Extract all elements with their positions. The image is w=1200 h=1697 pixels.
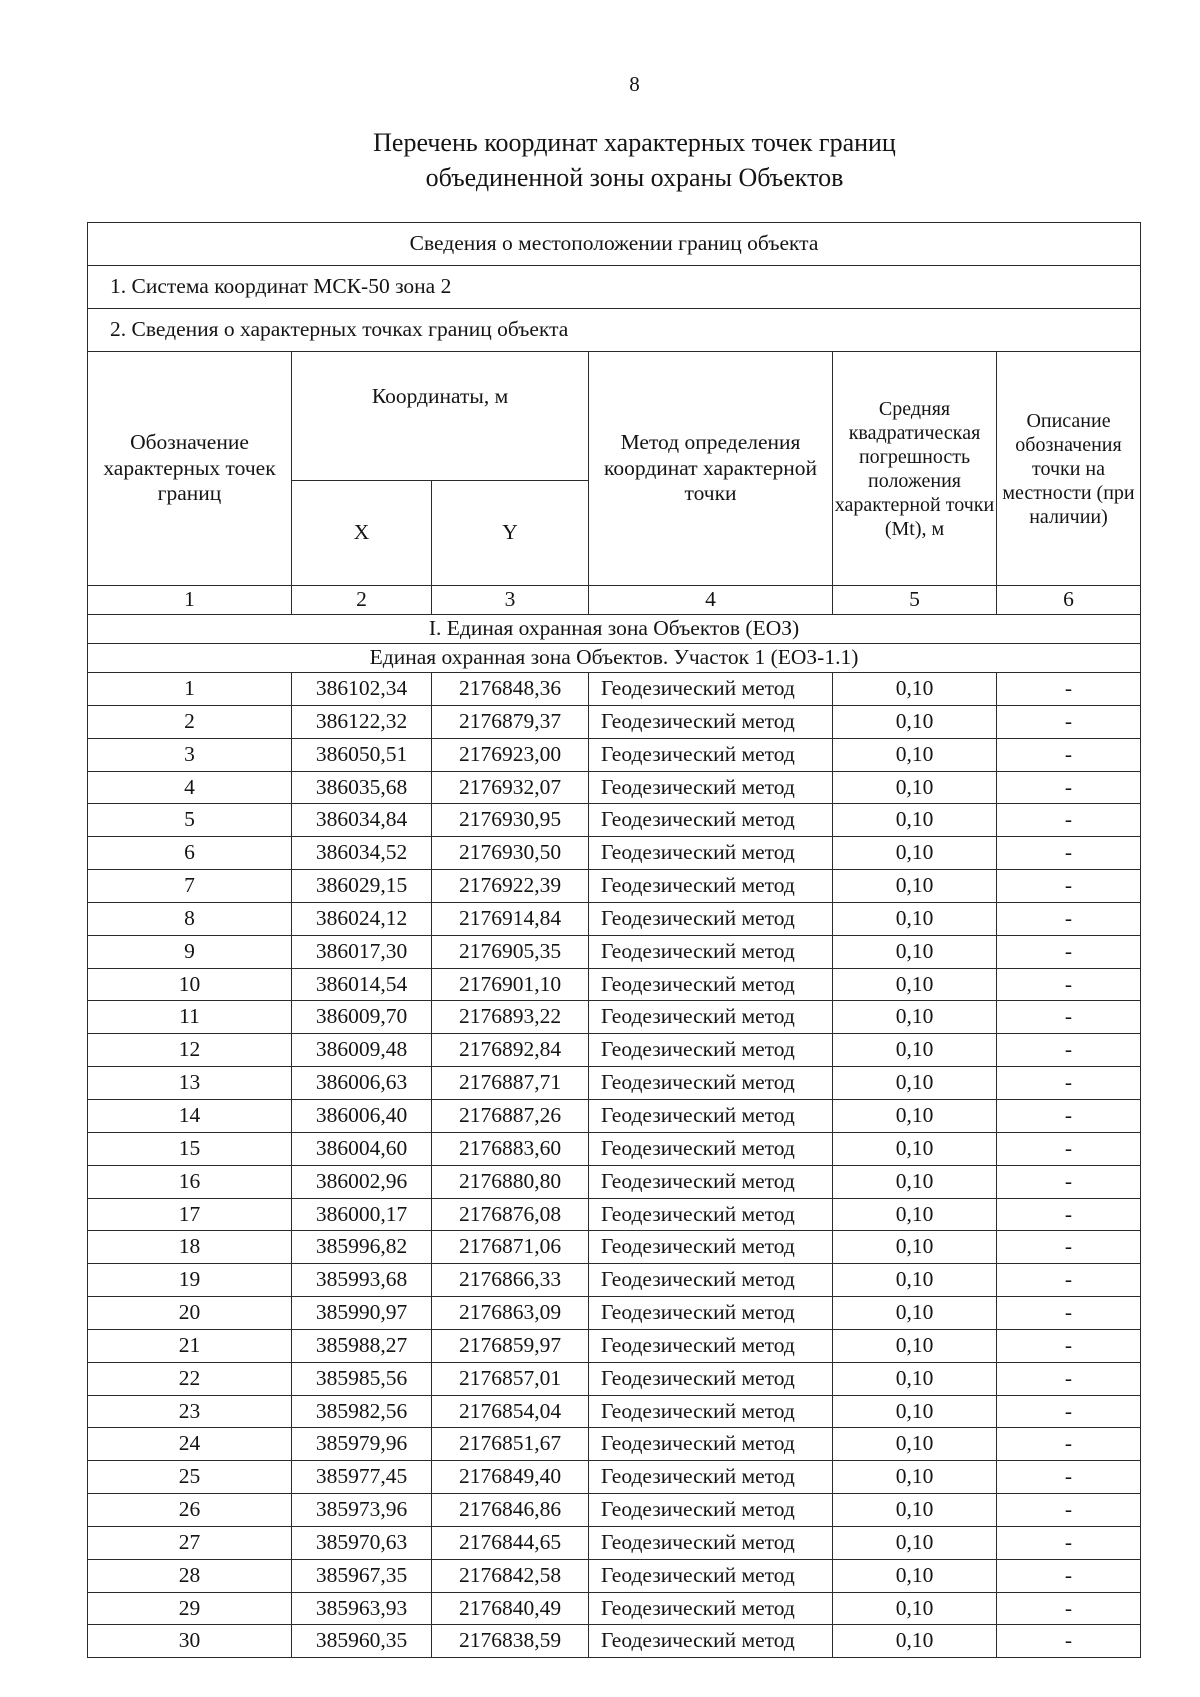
- x-coordinate-cell: 385977,45: [292, 1461, 432, 1494]
- x-coordinate-cell: 385973,96: [292, 1494, 432, 1527]
- x-coordinate-cell: 386002,96: [292, 1165, 432, 1198]
- table-row: [88, 1526, 1141, 1559]
- table-row: [88, 1592, 1141, 1625]
- table-row: [88, 902, 1141, 935]
- point-number-cell: 19: [88, 1264, 292, 1297]
- method-cell: Геодезический метод: [589, 1428, 833, 1461]
- error-cell: 0,10: [833, 1067, 997, 1100]
- table-row: [88, 837, 1141, 870]
- y-coordinate-cell: 2176854,04: [432, 1395, 589, 1428]
- method-cell: Геодезический метод: [589, 804, 833, 837]
- y-coordinate-cell: 2176922,39: [432, 870, 589, 903]
- x-coordinate-cell: 386004,60: [292, 1132, 432, 1165]
- x-coordinate-cell: 386050,51: [292, 738, 432, 771]
- point-number-cell: 1: [88, 673, 292, 706]
- header-y: Y: [432, 481, 589, 586]
- x-coordinate-cell: 385960,35: [292, 1625, 432, 1658]
- method-cell: Геодезический метод: [589, 1494, 833, 1527]
- point-number-cell: 24: [88, 1428, 292, 1461]
- x-coordinate-cell: 386014,54: [292, 968, 432, 1001]
- table-caption: Сведения о местоположении границ объекта: [88, 223, 1141, 266]
- error-cell: 0,10: [833, 673, 997, 706]
- error-cell: 0,10: [833, 1526, 997, 1559]
- document-title-line-2: объединенной зоны охраны Объектов: [425, 163, 844, 192]
- table-row: [88, 1198, 1141, 1231]
- y-coordinate-cell: 2176901,10: [432, 968, 589, 1001]
- y-coordinate-cell: 2176914,84: [432, 902, 589, 935]
- description-cell: -: [997, 1067, 1141, 1100]
- table-row: [88, 705, 1141, 738]
- page-number: 8: [629, 72, 640, 96]
- y-coordinate-cell: 2176930,50: [432, 837, 589, 870]
- table-row: [88, 1034, 1141, 1067]
- y-coordinate-cell: 2176930,95: [432, 804, 589, 837]
- description-cell: -: [997, 1329, 1141, 1362]
- point-number-cell: 8: [88, 902, 292, 935]
- point-number-cell: 28: [88, 1559, 292, 1592]
- header-method: Метод определения координат характерной точки: [589, 352, 833, 586]
- y-coordinate-cell: 2176871,06: [432, 1231, 589, 1264]
- error-cell: 0,10: [833, 1428, 997, 1461]
- point-number-cell: 30: [88, 1625, 292, 1658]
- x-coordinate-cell: 385996,82: [292, 1231, 432, 1264]
- point-number-cell: 25: [88, 1461, 292, 1494]
- point-number-cell: 4: [88, 771, 292, 804]
- method-cell: Геодезический метод: [589, 1329, 833, 1362]
- coordinates-table: [87, 222, 1141, 1658]
- x-coordinate-cell: 386024,12: [292, 902, 432, 935]
- point-number-cell: 23: [88, 1395, 292, 1428]
- description-cell: -: [997, 705, 1141, 738]
- method-cell: Геодезический метод: [589, 1067, 833, 1100]
- y-coordinate-cell: 2176880,80: [432, 1165, 589, 1198]
- point-number-cell: 2: [88, 705, 292, 738]
- method-cell: Геодезический метод: [589, 1559, 833, 1592]
- x-coordinate-cell: 385979,96: [292, 1428, 432, 1461]
- description-cell: -: [997, 1034, 1141, 1067]
- column-number: 2: [292, 586, 432, 615]
- method-cell: Геодезический метод: [589, 738, 833, 771]
- coord-system-row: 1. Система координат МСК-50 зона 2: [88, 266, 1141, 309]
- x-coordinate-cell: 386122,32: [292, 705, 432, 738]
- error-cell: 0,10: [833, 1395, 997, 1428]
- error-cell: 0,10: [833, 1099, 997, 1132]
- table-row: [88, 1001, 1141, 1034]
- error-cell: 0,10: [833, 1132, 997, 1165]
- description-cell: -: [997, 870, 1141, 903]
- table-row: [88, 1165, 1141, 1198]
- method-cell: Геодезический метод: [589, 968, 833, 1001]
- y-coordinate-cell: 2176857,01: [432, 1362, 589, 1395]
- error-cell: 0,10: [833, 705, 997, 738]
- document-title: [0, 125, 1200, 195]
- y-coordinate-cell: 2176883,60: [432, 1132, 589, 1165]
- method-cell: Геодезический метод: [589, 1231, 833, 1264]
- x-coordinate-cell: 386006,40: [292, 1099, 432, 1132]
- description-cell: -: [997, 968, 1141, 1001]
- description-cell: -: [997, 1526, 1141, 1559]
- error-cell: 0,10: [833, 804, 997, 837]
- description-cell: -: [997, 804, 1141, 837]
- point-number-cell: 13: [88, 1067, 292, 1100]
- description-cell: -: [997, 1264, 1141, 1297]
- y-coordinate-cell: 2176892,84: [432, 1034, 589, 1067]
- method-cell: Геодезический метод: [589, 1034, 833, 1067]
- table-row: [88, 771, 1141, 804]
- point-number-cell: 16: [88, 1165, 292, 1198]
- x-coordinate-cell: 385963,93: [292, 1592, 432, 1625]
- point-number-cell: 26: [88, 1494, 292, 1527]
- description-cell: -: [997, 902, 1141, 935]
- table-row: [88, 1231, 1141, 1264]
- table-row: [88, 673, 1141, 706]
- x-coordinate-cell: 385988,27: [292, 1329, 432, 1362]
- point-number-cell: 22: [88, 1362, 292, 1395]
- x-coordinate-cell: 386102,34: [292, 673, 432, 706]
- table-row: [88, 1067, 1141, 1100]
- method-cell: Геодезический метод: [589, 1592, 833, 1625]
- point-number-cell: 20: [88, 1297, 292, 1330]
- description-cell: -: [997, 1395, 1141, 1428]
- point-number-cell: 17: [88, 1198, 292, 1231]
- point-number-cell: 10: [88, 968, 292, 1001]
- method-cell: Геодезический метод: [589, 837, 833, 870]
- table-row: [88, 870, 1141, 903]
- y-coordinate-cell: 2176887,26: [432, 1099, 589, 1132]
- point-number-cell: 14: [88, 1099, 292, 1132]
- x-coordinate-cell: 386009,70: [292, 1001, 432, 1034]
- error-cell: 0,10: [833, 1264, 997, 1297]
- y-coordinate-cell: 2176893,22: [432, 1001, 589, 1034]
- description-cell: -: [997, 935, 1141, 968]
- description-cell: -: [997, 1494, 1141, 1527]
- x-coordinate-cell: 386017,30: [292, 935, 432, 968]
- x-coordinate-cell: 385993,68: [292, 1264, 432, 1297]
- table-row: [88, 1362, 1141, 1395]
- y-coordinate-cell: 2176923,00: [432, 738, 589, 771]
- method-cell: Геодезический метод: [589, 935, 833, 968]
- error-cell: 0,10: [833, 870, 997, 903]
- header-error: Средняя квадратическая погрешность положения характерной точки (Mt), м: [833, 352, 997, 586]
- error-cell: 0,10: [833, 1592, 997, 1625]
- point-number-cell: 5: [88, 804, 292, 837]
- column-number: 1: [88, 586, 292, 615]
- error-cell: 0,10: [833, 837, 997, 870]
- point-number-cell: 18: [88, 1231, 292, 1264]
- x-coordinate-cell: 386029,15: [292, 870, 432, 903]
- error-cell: 0,10: [833, 902, 997, 935]
- method-cell: Геодезический метод: [589, 1297, 833, 1330]
- subsection-title: Единая охранная зона Объектов. Участок 1 (ЕОЗ-1.1): [88, 644, 1141, 673]
- error-cell: 0,10: [833, 1362, 997, 1395]
- point-number-cell: 9: [88, 935, 292, 968]
- error-cell: 0,10: [833, 1165, 997, 1198]
- column-number: 4: [589, 586, 833, 615]
- method-cell: Геодезический метод: [589, 1099, 833, 1132]
- y-coordinate-cell: 2176932,07: [432, 771, 589, 804]
- table-row: [88, 1494, 1141, 1527]
- header-coordinates: Координаты, м: [292, 352, 589, 481]
- table-row: [88, 738, 1141, 771]
- method-cell: Геодезический метод: [589, 1198, 833, 1231]
- error-cell: 0,10: [833, 1297, 997, 1330]
- y-coordinate-cell: 2176849,40: [432, 1461, 589, 1494]
- error-cell: 0,10: [833, 738, 997, 771]
- point-number-cell: 15: [88, 1132, 292, 1165]
- description-cell: -: [997, 1165, 1141, 1198]
- y-coordinate-cell: 2176851,67: [432, 1428, 589, 1461]
- method-cell: Геодезический метод: [589, 902, 833, 935]
- description-cell: -: [997, 1132, 1141, 1165]
- description-cell: -: [997, 1198, 1141, 1231]
- y-coordinate-cell: 2176905,35: [432, 935, 589, 968]
- table-row: [88, 804, 1141, 837]
- table-row: [88, 935, 1141, 968]
- method-cell: Геодезический метод: [589, 1526, 833, 1559]
- point-number-cell: 3: [88, 738, 292, 771]
- method-cell: Геодезический метод: [589, 1395, 833, 1428]
- description-cell: -: [997, 1001, 1141, 1034]
- y-coordinate-cell: 2176840,49: [432, 1592, 589, 1625]
- method-cell: Геодезический метод: [589, 1264, 833, 1297]
- y-coordinate-cell: 2176838,59: [432, 1625, 589, 1658]
- y-coordinate-cell: 2176876,08: [432, 1198, 589, 1231]
- y-coordinate-cell: 2176863,09: [432, 1297, 589, 1330]
- description-cell: -: [997, 1099, 1141, 1132]
- x-coordinate-cell: 385970,63: [292, 1526, 432, 1559]
- header-x: X: [292, 481, 432, 586]
- point-number-cell: 6: [88, 837, 292, 870]
- error-cell: 0,10: [833, 1329, 997, 1362]
- y-coordinate-cell: 2176842,58: [432, 1559, 589, 1592]
- method-cell: Геодезический метод: [589, 1625, 833, 1658]
- point-number-cell: 11: [88, 1001, 292, 1034]
- x-coordinate-cell: 385990,97: [292, 1297, 432, 1330]
- table-row: [88, 968, 1141, 1001]
- description-cell: -: [997, 1362, 1141, 1395]
- y-coordinate-cell: 2176859,97: [432, 1329, 589, 1362]
- column-number: 5: [833, 586, 997, 615]
- method-cell: Геодезический метод: [589, 1461, 833, 1494]
- table-row: [88, 1297, 1141, 1330]
- x-coordinate-cell: 385982,56: [292, 1395, 432, 1428]
- column-number: 3: [432, 586, 589, 615]
- table-row: [88, 1625, 1141, 1658]
- y-coordinate-cell: 2176879,37: [432, 705, 589, 738]
- method-cell: Геодезический метод: [589, 673, 833, 706]
- error-cell: 0,10: [833, 1625, 997, 1658]
- description-cell: -: [997, 673, 1141, 706]
- x-coordinate-cell: 386034,52: [292, 837, 432, 870]
- error-cell: 0,10: [833, 1559, 997, 1592]
- error-cell: 0,10: [833, 1494, 997, 1527]
- error-cell: 0,10: [833, 968, 997, 1001]
- point-number-cell: 29: [88, 1592, 292, 1625]
- table-row: [88, 1428, 1141, 1461]
- table-row: [88, 1559, 1141, 1592]
- error-cell: 0,10: [833, 1461, 997, 1494]
- description-cell: -: [997, 1625, 1141, 1658]
- point-number-cell: 7: [88, 870, 292, 903]
- column-number: 6: [997, 586, 1141, 615]
- description-cell: -: [997, 1559, 1141, 1592]
- header-description: Описание обозначения точки на местности (при наличии): [997, 352, 1141, 586]
- y-coordinate-cell: 2176848,36: [432, 673, 589, 706]
- table-row: [88, 1329, 1141, 1362]
- x-coordinate-cell: 386006,63: [292, 1067, 432, 1100]
- x-coordinate-cell: 386000,17: [292, 1198, 432, 1231]
- x-coordinate-cell: 385985,56: [292, 1362, 432, 1395]
- error-cell: 0,10: [833, 1231, 997, 1264]
- y-coordinate-cell: 2176866,33: [432, 1264, 589, 1297]
- description-cell: -: [997, 771, 1141, 804]
- description-cell: -: [997, 837, 1141, 870]
- description-cell: -: [997, 1592, 1141, 1625]
- points-info-row: 2. Сведения о характерных точках границ объекта: [88, 309, 1141, 352]
- description-cell: -: [997, 1428, 1141, 1461]
- method-cell: Геодезический метод: [589, 1001, 833, 1034]
- document-title-line-1: Перечень координат характерных точек границ: [373, 128, 896, 157]
- table-row: [88, 1264, 1141, 1297]
- error-cell: 0,10: [833, 935, 997, 968]
- description-cell: -: [997, 738, 1141, 771]
- error-cell: 0,10: [833, 1001, 997, 1034]
- point-number-cell: 27: [88, 1526, 292, 1559]
- description-cell: -: [997, 1297, 1141, 1330]
- y-coordinate-cell: 2176846,86: [432, 1494, 589, 1527]
- description-cell: -: [997, 1231, 1141, 1264]
- description-cell: -: [997, 1461, 1141, 1494]
- point-number-cell: 21: [88, 1329, 292, 1362]
- method-cell: Геодезический метод: [589, 870, 833, 903]
- x-coordinate-cell: 385967,35: [292, 1559, 432, 1592]
- method-cell: Геодезический метод: [589, 1362, 833, 1395]
- x-coordinate-cell: 386009,48: [292, 1034, 432, 1067]
- method-cell: Геодезический метод: [589, 771, 833, 804]
- header-designation: Обозначение характерных точек границ: [88, 352, 292, 586]
- y-coordinate-cell: 2176844,65: [432, 1526, 589, 1559]
- method-cell: Геодезический метод: [589, 1132, 833, 1165]
- x-coordinate-cell: 386034,84: [292, 804, 432, 837]
- table-row: [88, 1395, 1141, 1428]
- table-row: [88, 1461, 1141, 1494]
- method-cell: Геодезический метод: [589, 1165, 833, 1198]
- section-title: I. Единая охранная зона Объектов (ЕОЗ): [88, 615, 1141, 644]
- point-number-cell: 12: [88, 1034, 292, 1067]
- table-row: [88, 1099, 1141, 1132]
- method-cell: Геодезический метод: [589, 705, 833, 738]
- y-coordinate-cell: 2176887,71: [432, 1067, 589, 1100]
- error-cell: 0,10: [833, 771, 997, 804]
- error-cell: 0,10: [833, 1198, 997, 1231]
- x-coordinate-cell: 386035,68: [292, 771, 432, 804]
- error-cell: 0,10: [833, 1034, 997, 1067]
- table-row: [88, 1132, 1141, 1165]
